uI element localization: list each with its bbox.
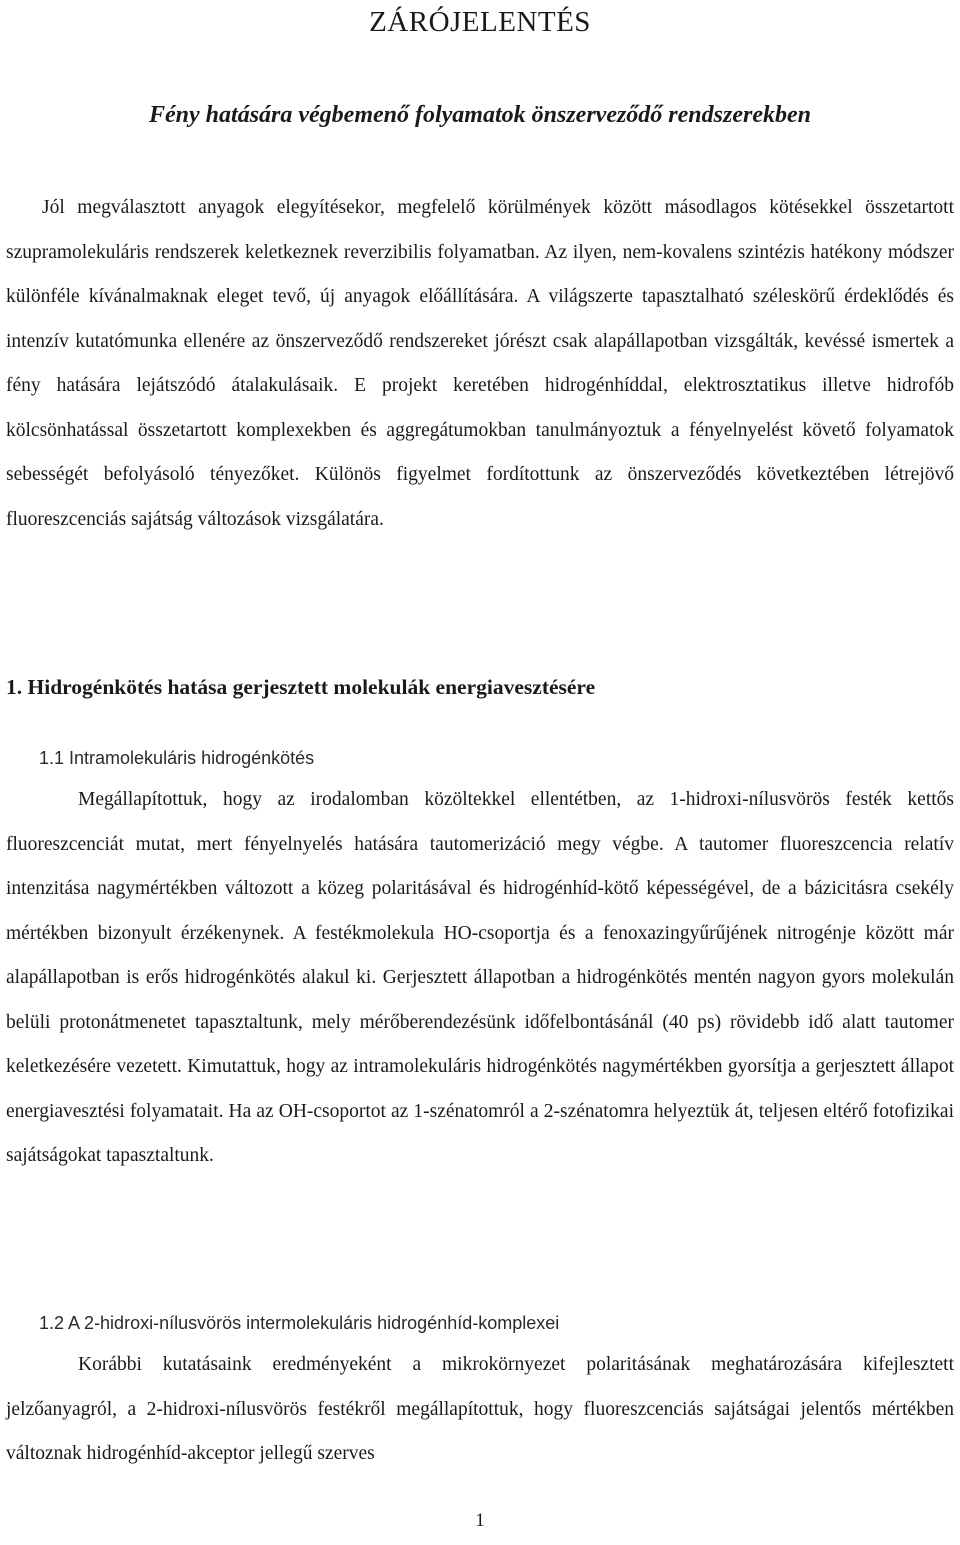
subsection-1-1-paragraph: Megállapítottuk, hogy az irodalomban közöltekkel ellentétben, az 1-hidroxi-nílusvörös festék kettős fluoreszcenciát mutat, mert fényelnyelés hatására tautomerizáció megy végbe. A tautomer fluoreszcencia relatív intenzitása nagymértékben változott a közeg polaritásával és hidrogénhíd-kötő képességével, de a bázicitásra csekély mértékben bizonyult érzékenynek. A festékmolekula HO-csoportja és a fenoxazingyűrűjének nitrogénje között már alapállapotban is erős hidrogénkötés alakul ki. Gerjesztett állapotban a hidrogénkötés mentén nagyon gyors molekulán belüli protonátmenetet tapasztaltunk, mely mérőberendezésünk időfelbontásánál (40 ps) rövidebb idő alatt tautomer keletkezésére vezetett. Kimutattuk, hogy az intramolekuláris hidrogénkötés nagymértékben gyorsítja a gerjesztett állapot energiavesztési folyamatait. Ha az OH-csoportot az 1-szénatomról a 2-szénatomra helyeztük át, teljesen eltérő fotofizikai sajátságokat tapasztaltunk. [6, 789, 954, 1166]
subsection-1-2-paragraph: Korábbi kutatásaink eredményeként a mikrokörnyezet polaritásának meghatározására kifejlesztett jelzőanyagról, a 2-hidroxi-nílusvörös festékről megállapítottuk, hogy fluoreszcenciás sajátságai jelentős mértékben változnak hidrogénhíd-akceptor jellegű szerves [6, 1354, 954, 1464]
subsection-1-2-heading: 1.2 A 2-hidroxi-nílusvörös intermolekuláris hidrogénhíd-komplexei [39, 1313, 560, 1333]
document-page [6, 0, 954, 1545]
intro-paragraph: Jól megválasztott anyagok elegyítésekor, megfelelő körülmények között másodlagos kötésekkel összetartott szupramolekuláris rendszerek keletkeznek reverzibilis folyamatban. Az ilyen, nem-kovalens szintézis hatékony módszer különféle kívánalmaknak eleget tevő, új anyagok előállítására. A világszerte tapasztalható széleskörű érdeklődés és intenzív kutatómunka ellenére az önszerveződő rendszereket jórészt csak alapállapotban vizsgálták, kevéssé ismertek a fény hatására lejátszódó átalakulásaik. E projekt keretében hidrogénhíddal, elektrosztatikus illetve hidrofób kölcsönhatással összetartott komplexekben és aggregátumokban tanulmányoztuk a fényelnyelést követő folyamatok sebességét befolyásoló tényezőket. Különös figyelmet fordítottunk az önszerveződés következtében létrejövő fluoreszcenciás sajátság változások vizsgálatára. [6, 197, 954, 530]
document-subtitle: Fény hatására végbemenő folyamatok önszerveződő rendszerekben [149, 102, 811, 128]
document-title: ZÁRÓJELENTÉS [369, 6, 591, 38]
page-number: 1 [475, 1510, 485, 1531]
subsection-1-1-heading: 1.1 Intramolekuláris hidrogénkötés [39, 748, 315, 768]
section-1-heading: 1. Hidrogénkötés hatása gerjesztett molekulák energiavesztésére [6, 675, 596, 699]
